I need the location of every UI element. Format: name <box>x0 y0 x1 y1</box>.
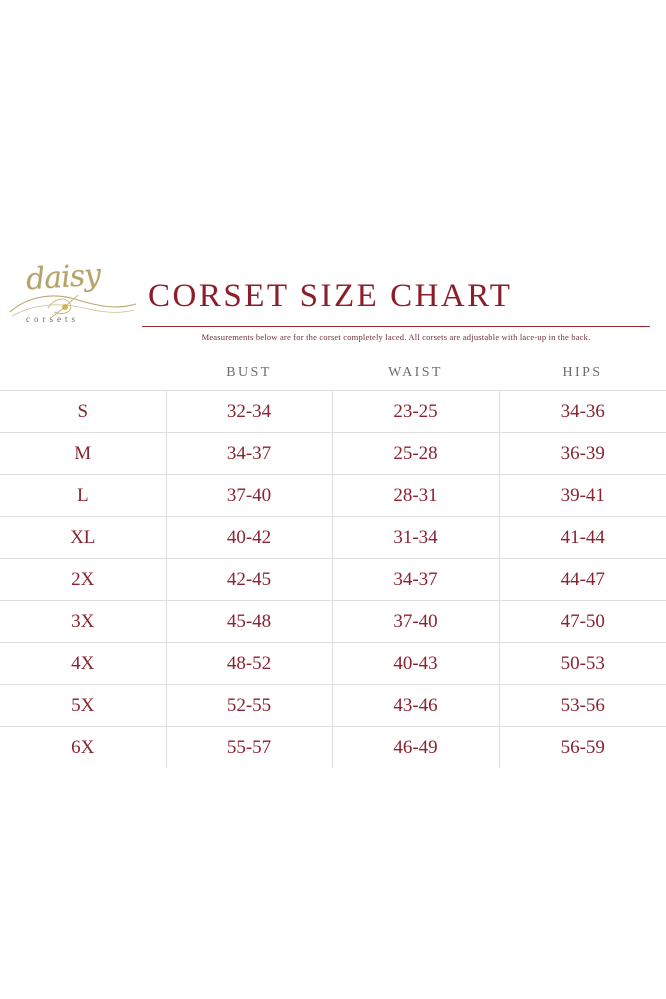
page-title: CORSET SIZE CHART <box>148 278 513 314</box>
cell-size: XL <box>0 517 166 559</box>
cell-bust: 42-45 <box>166 559 332 601</box>
size-chart-container <box>0 250 666 768</box>
cell-waist: 40-43 <box>332 643 499 685</box>
table-row <box>0 475 666 517</box>
cell-waist: 46-49 <box>332 727 499 769</box>
column-header-bust: BUST <box>166 355 332 391</box>
cell-hips: 44-47 <box>499 559 666 601</box>
chart-header <box>0 250 666 355</box>
cell-bust: 32-34 <box>166 391 332 433</box>
column-header-hips: HIPS <box>499 355 666 391</box>
column-header-size <box>0 355 166 391</box>
cell-hips: 56-59 <box>499 727 666 769</box>
column-header-waist: WAIST <box>332 355 499 391</box>
table-row <box>0 643 666 685</box>
cell-hips: 41-44 <box>499 517 666 559</box>
cell-size: 4X <box>0 643 166 685</box>
cell-hips: 53-56 <box>499 685 666 727</box>
brand-sub-name: corsets <box>26 314 79 324</box>
cell-bust: 45-48 <box>166 601 332 643</box>
size-chart-table <box>0 355 666 768</box>
cell-hips: 34-36 <box>499 391 666 433</box>
cell-waist: 34-37 <box>332 559 499 601</box>
table-row <box>0 601 666 643</box>
table-row <box>0 517 666 559</box>
brand-script-name: daisy <box>24 257 102 298</box>
title-divider <box>142 326 650 327</box>
cell-size: S <box>0 391 166 433</box>
cell-bust: 37-40 <box>166 475 332 517</box>
cell-waist: 23-25 <box>332 391 499 433</box>
cell-hips: 47-50 <box>499 601 666 643</box>
cell-waist: 28-31 <box>332 475 499 517</box>
cell-waist: 31-34 <box>332 517 499 559</box>
chart-subtitle: Measurements below are for the corset completely laced. All corsets are adjustable with lace-up in the back. <box>201 332 591 342</box>
table-body <box>0 391 666 769</box>
table-row <box>0 727 666 769</box>
table-row <box>0 391 666 433</box>
cell-hips: 50-53 <box>499 643 666 685</box>
cell-bust: 40-42 <box>166 517 332 559</box>
cell-size: M <box>0 433 166 475</box>
table-header-row <box>0 355 666 391</box>
table-row <box>0 559 666 601</box>
cell-waist: 43-46 <box>332 685 499 727</box>
cell-size: 5X <box>0 685 166 727</box>
cell-bust: 48-52 <box>166 643 332 685</box>
cell-size: 6X <box>0 727 166 769</box>
cell-size: 3X <box>0 601 166 643</box>
cell-bust: 55-57 <box>166 727 332 769</box>
cell-hips: 39-41 <box>499 475 666 517</box>
brand-logo <box>8 256 138 348</box>
cell-waist: 37-40 <box>332 601 499 643</box>
cell-size: 2X <box>0 559 166 601</box>
cell-size: L <box>0 475 166 517</box>
cell-bust: 34-37 <box>166 433 332 475</box>
cell-hips: 36-39 <box>499 433 666 475</box>
cell-bust: 52-55 <box>166 685 332 727</box>
cell-waist: 25-28 <box>332 433 499 475</box>
table-row <box>0 433 666 475</box>
table-row <box>0 685 666 727</box>
